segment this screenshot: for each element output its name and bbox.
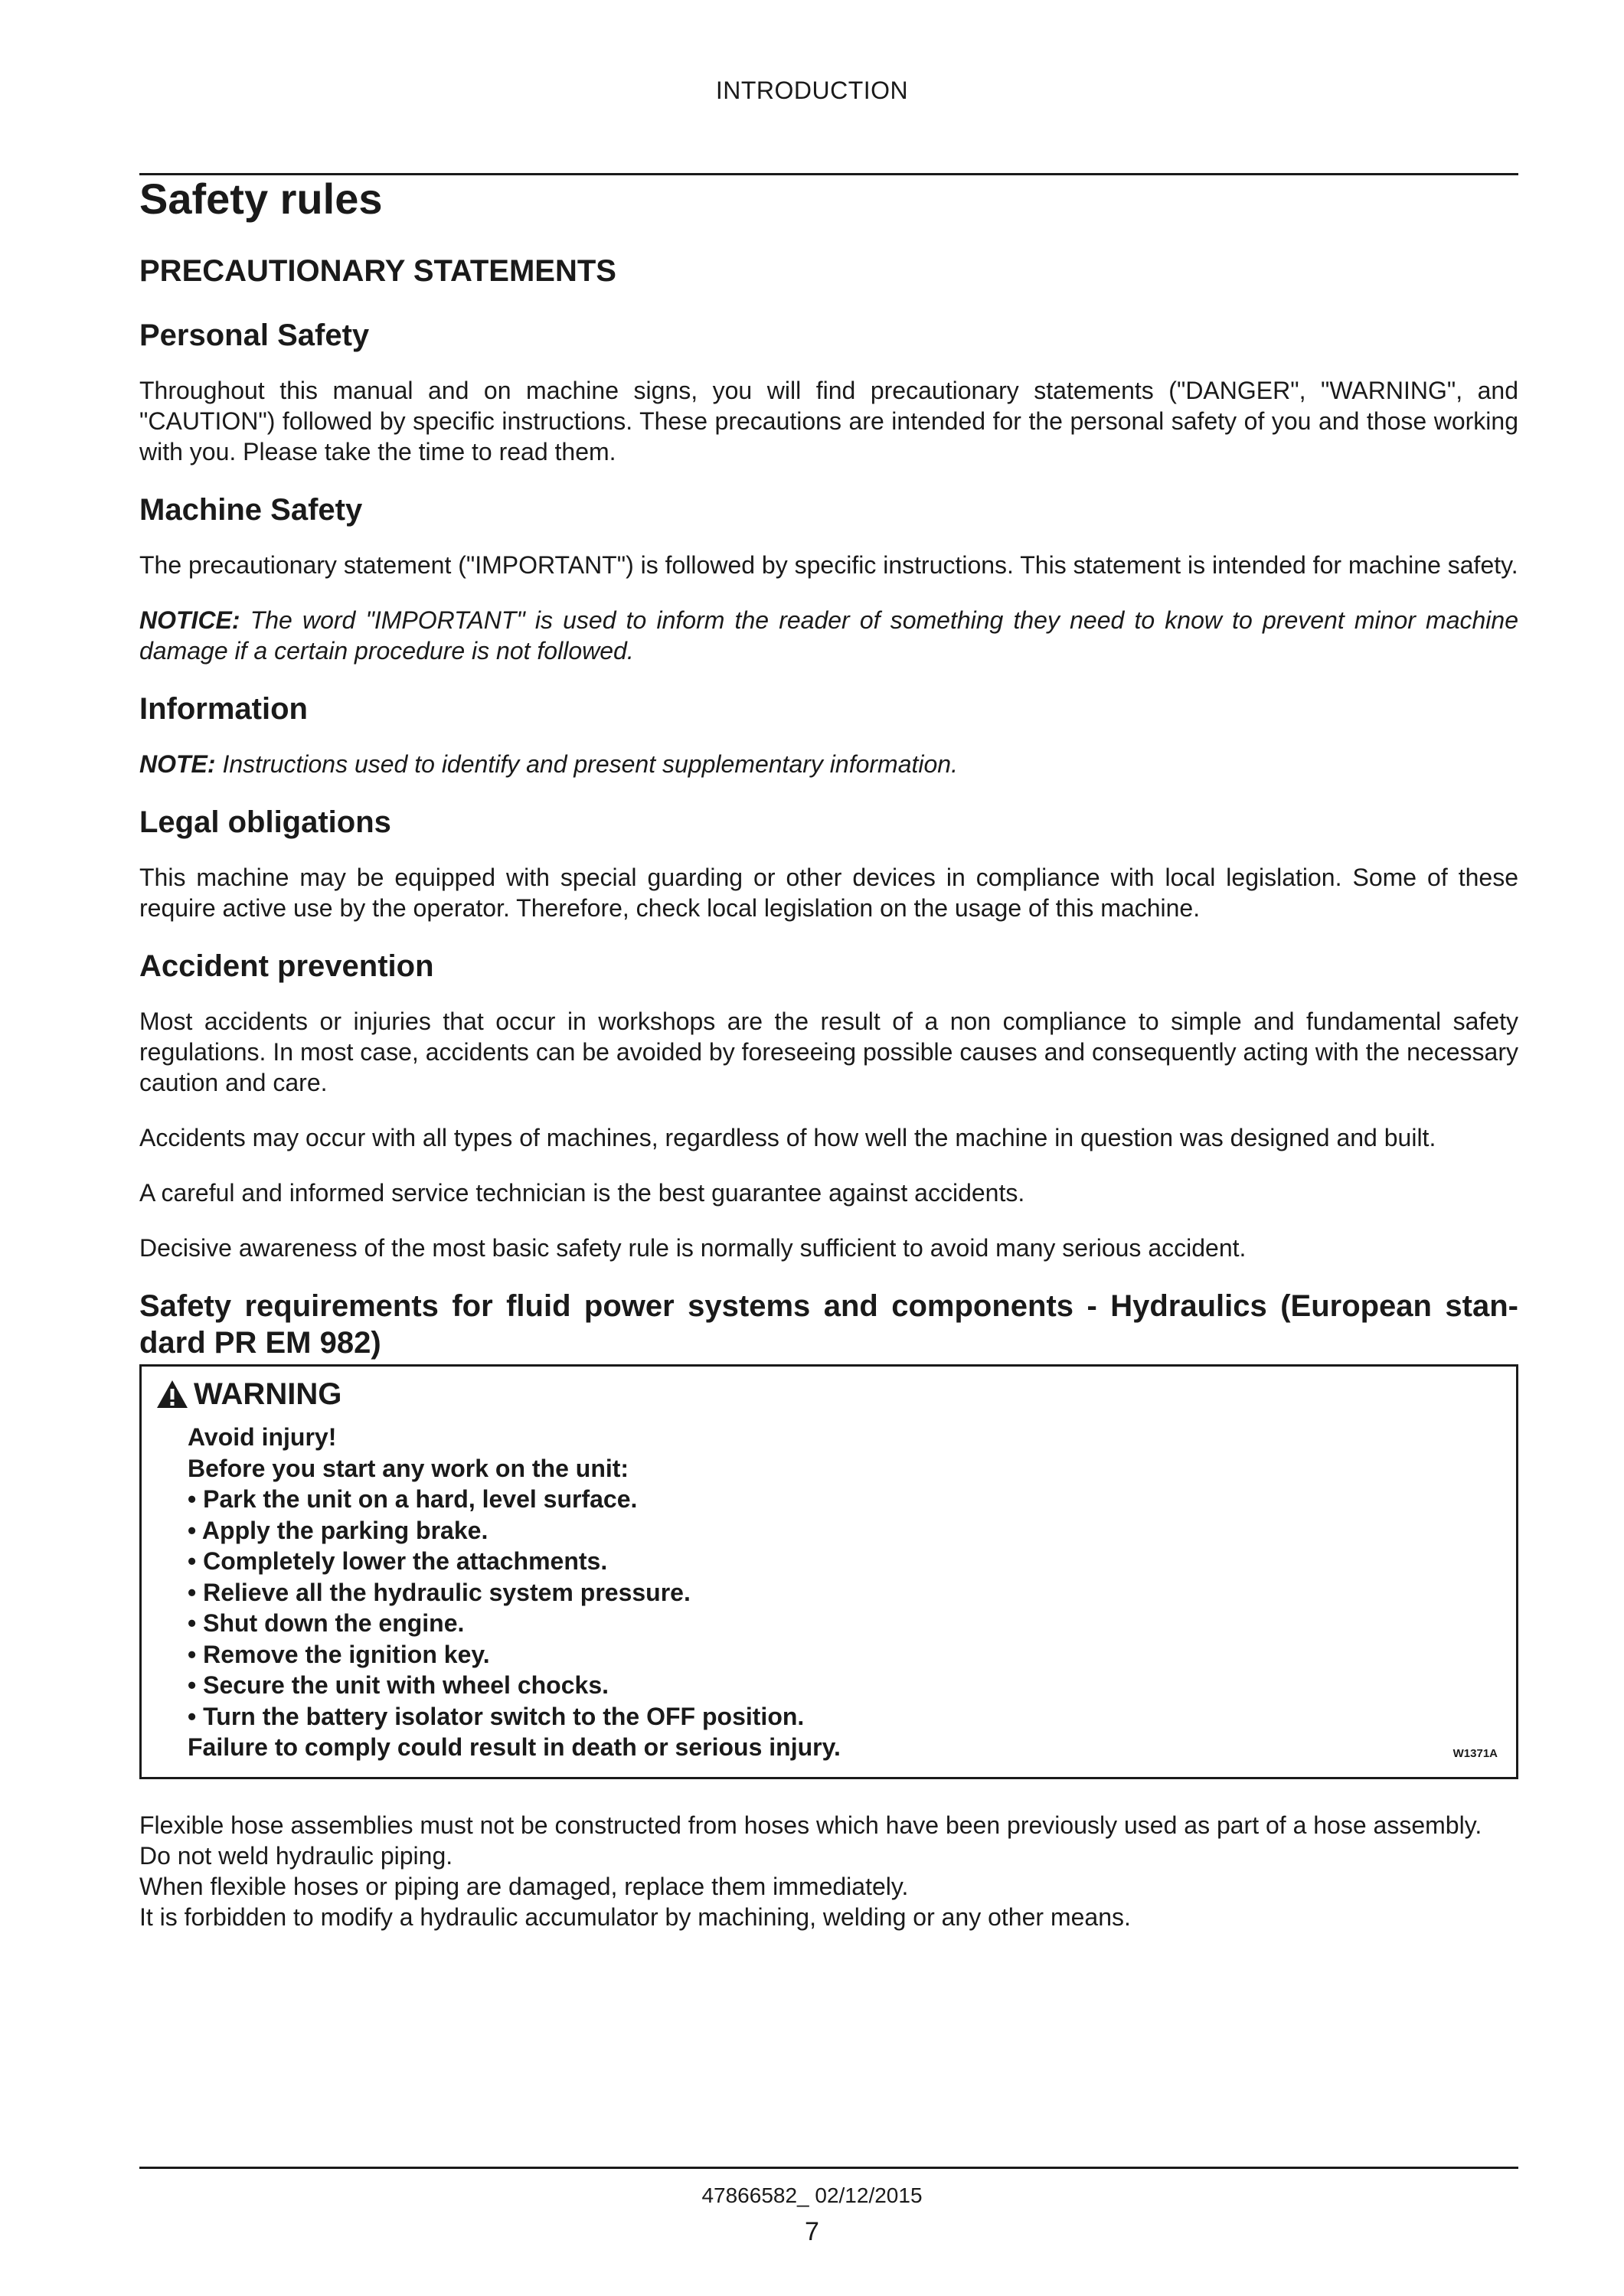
warning-header [155, 1374, 1502, 1414]
warning-code: W1371A [1452, 1746, 1498, 1760]
information-heading: Information [139, 692, 308, 727]
warning-box [139, 1364, 1518, 1779]
warning-line: • Completely lower the attachments. [188, 1547, 608, 1576]
accident-paragraph: A careful and informed service technician is the best guarantee against accidents. [139, 1179, 1025, 1207]
notice-text: The word "IMPORTANT" is used to inform the reader of something they need to know to prevent minor machine damage if a certain procedure is not followed. [139, 606, 1518, 665]
page-title: Safety rules [139, 175, 383, 223]
accident-paragraph: Most accidents or injuries that occur in workshops are the result of a non compliance to simple and fundamental safety regulations. In most case, accidents can be avoided by foreseeing possible causes and consequently acting with the necessary caution and care. [139, 1008, 1518, 1097]
warning-line: • Remove the ignition key. [188, 1640, 490, 1668]
note-text: Instructions used to identify and present supplementary information. [215, 750, 958, 779]
accident-paragraph: Decisive awareness of the most basic safety rule is normally sufficient to avoid many serious accident. [139, 1234, 1247, 1262]
legal-obligations-text: This machine may be equipped with special guarding or other devices in compliance with local legislation. Some of these require active use by the operator. Therefore, check local legislation on the usage of this machine. [139, 864, 1518, 923]
warning-line: • Relieve all the hydraulic system pressure. [188, 1578, 691, 1606]
machine-safety-heading: Machine Safety [139, 493, 363, 527]
warning-label: WARNING [194, 1377, 342, 1412]
warning-line: • Secure the unit with wheel chocks. [188, 1671, 609, 1700]
warning-triangle-icon [155, 1379, 189, 1409]
machine-safety-text: The precautionary statement ("IMPORTANT") is followed by specific instructions. This statement is intended for machine safety. [139, 551, 1518, 580]
warning-line: • Turn the battery isolator switch to the OFF position. [188, 1702, 805, 1730]
footer-doc-code: 47866582_ 02/12/2015 [701, 2183, 923, 2207]
hydraulics-note: When flexible hoses or piping are damaged, replace them immediately. [139, 1872, 909, 1900]
accident-paragraph: Accidents may occur with all types of machines, regardless of how well the machine in question was designed and built. [139, 1124, 1436, 1152]
accident-prevention-heading: Accident prevention [139, 949, 434, 984]
warning-line: • Shut down the engine. [188, 1609, 465, 1638]
warning-line: Avoid injury! [188, 1423, 337, 1452]
hydraulics-notes [139, 1810, 1518, 1932]
legal-obligations-heading: Legal obligations [139, 805, 391, 840]
note-label: NOTE: [139, 750, 216, 779]
hydraulics-heading: Safety requirements for fluid power systems and components - Hydraulics (European standard PR EM 982) [139, 1289, 1518, 1360]
warning-line: • Park the unit on a hard, level surface. [188, 1485, 638, 1514]
footer-rule [139, 2167, 1518, 2169]
notice-label: NOTICE: [139, 606, 240, 635]
note-paragraph [139, 749, 1518, 779]
warning-line: Failure to comply could result in death or serious injury. [188, 1733, 841, 1762]
warning-lines [155, 1422, 1502, 1763]
personal-safety-text: Throughout this manual and on machine signs, you will find precautionary statements ("DANGER", "WARNING", and "CAUTION") followed by specific instructions. These precautions are intended for the personal safety of you and those working with you. Please take the time to read them. [139, 377, 1518, 466]
page-number: 7 [805, 2217, 819, 2246]
section-heading: PRECAUTIONARY STATEMENTS [139, 254, 616, 289]
hydraulics-note: Flexible hose assemblies must not be constructed from hoses which have been previously used as part of a hose assembly. [139, 1811, 1482, 1839]
running-header: INTRODUCTION [715, 77, 909, 104]
page-content [139, 175, 1518, 1932]
personal-safety-heading: Personal Safety [139, 318, 370, 353]
warning-line: Before you start any work on the unit: [188, 1454, 629, 1482]
warning-line: • Apply the parking brake. [188, 1516, 489, 1544]
notice-paragraph [139, 605, 1518, 666]
hydraulics-note: It is forbidden to modify a hydraulic accumulator by machining, welding or any other means. [139, 1902, 1131, 1931]
hydraulics-note: Do not weld hydraulic piping. [139, 1841, 453, 1870]
